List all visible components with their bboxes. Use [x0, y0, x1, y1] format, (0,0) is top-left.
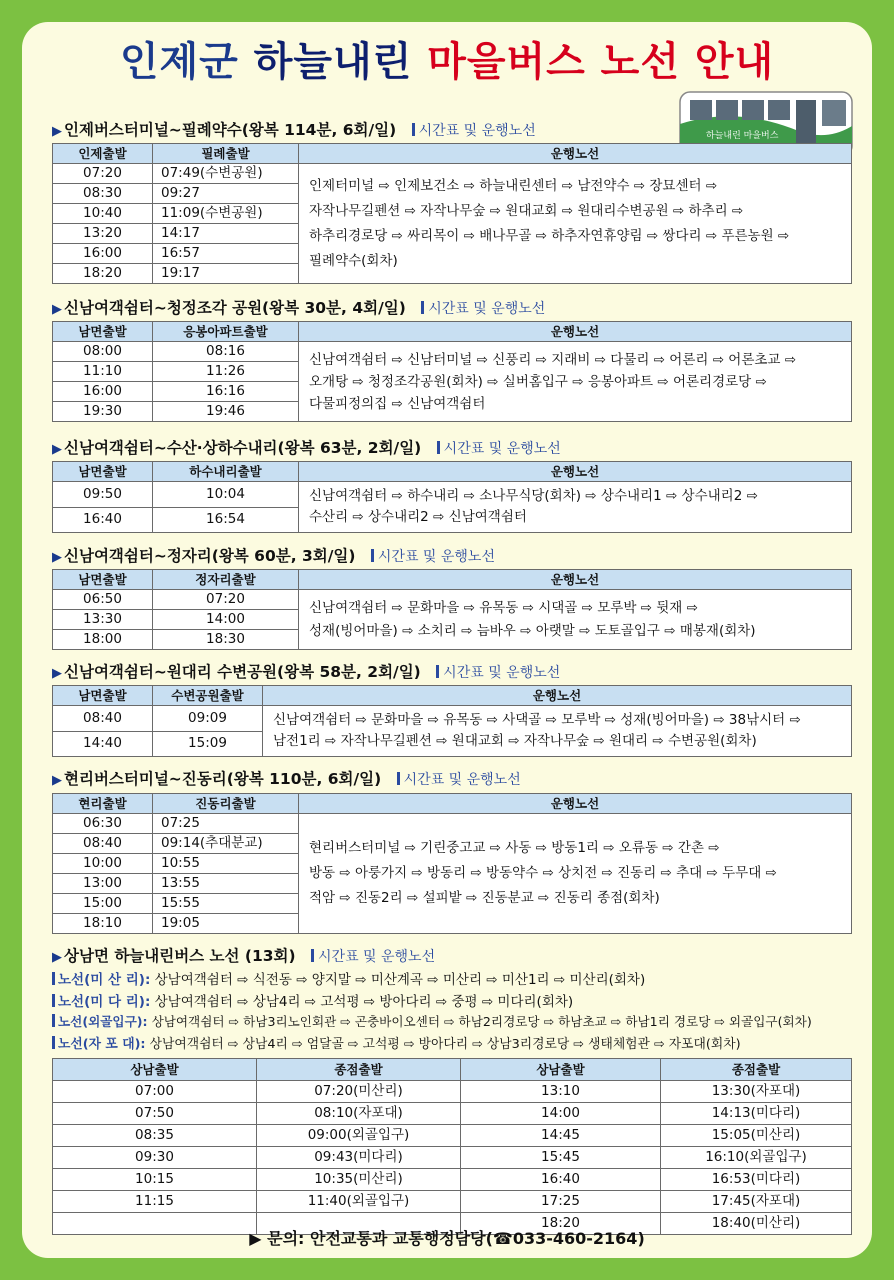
section-title: ▶ 인제버스터미널~필례약수(왕복 114분, 6회/일) 시간표 및 운행노선 — [52, 121, 536, 139]
route-line: 노선(미 산 리): 상남여객쉼터 ⇨ 식전동 ⇨ 양지말 ⇨ 미산계곡 ⇨ 미산리 ⇨ 미산1리 ⇨ 미산리(회차) — [52, 968, 645, 988]
section-title: ▶ 신남여객쉼터~청정조각 공원(왕복 30분, 4회/일) 시간표 및 운행노선 — [52, 299, 546, 317]
schedule-table: 남면출발 응봉아파트출발 운행노선 08:00 08:16 신남여객쉼터 ⇨ 신남터미널 ⇨ 신풍리 ⇨ 지래비 ⇨ 다물리 ⇨ 어론리 ⇨ 어론초교 ⇨ 오개탕 ⇨ 청정조각공원(회차) ⇨ 실버홈입구 ⇨ 응봉아파트 ⇨ 어론리경로당 ⇨ 다물피정의집 ⇨ 신남여객쉼터 11:10 11:26 16:00 16:16 19:30 19:46 — [52, 321, 852, 422]
title-part3: 마을버스 노선 안내 — [427, 39, 775, 85]
schedule-table: 현리출발 진동리출발 운행노선 06:30 07:25 현리버스터미널 ⇨ 기린중고교 ⇨ 사동 ⇨ 방동1리 ⇨ 오류동 ⇨ 간촌 ⇨ 방동 ⇨ 아룽가지 ⇨ 방동리 ⇨ 방동약수 ⇨ 상치전 ⇨ 진동리 ⇨ 추대 ⇨ 두무대 ⇨ 적암 ⇨ 진동2리 ⇨ 설피밭 ⇨ 진동분교 ⇨ 진동리 종점(회차) 08:40 09:14(추대분교) 10:00 10:55 13:00 13:55 15:00 15:55 18:10 19:05 — [52, 793, 852, 934]
title-part2: 하늘내린 — [253, 39, 413, 85]
schedule-table: 남면출발 하수내리출발 운행노선 09:50 10:04 신남여객쉼터 ⇨ 하수내리 ⇨ 소나무식당(회차) ⇨ 상수내리1 ⇨ 상수내리2 ⇨ 수산리 ⇨ 상수내리2 ⇨ 신남여객쉼터 16:40 16:54 — [52, 461, 852, 533]
section-title: ▶ 현리버스터미널~진동리(왕복 110분, 6회/일) 시간표 및 운행노선 — [52, 770, 521, 788]
sangnam-schedule-table: 상남출발 종점출발 상남출발 종점출발 07:00 07:20(미산리) 13:10 13:30(자포대) 07:50 08:10(자포대) 14:00 14:13(미다리) 08:35 09:00(외골입구) 14:45 15:05(미산리) 09:30 09:43(미다리) 15:45 16:10(외골입구) 10:15 10:35(미산리) 16:40 16:53(미다리) 11:15 11:40(외골입구) 17:25 17:45(자포대) 18:20 18:40(미산리) — [52, 1058, 852, 1235]
page-title — [0, 30, 894, 87]
route-text: 인제터미널 ⇨ 인제보건소 ⇨ 하늘내린센터 ⇨ 남전약수 ⇨ 장묘센터 ⇨ 자작나무길펜션 ⇨ 자작나무숲 ⇨ 원대교회 ⇨ 원대리수변공원 ⇨ 하추리 ⇨ 하추리경로당 ⇨ 싸리목이 ⇨ 배나무골 ⇨ 하추자연휴양림 ⇨ 쌍다리 ⇨ 푸른농원 ⇨ 필례약수(회차) — [299, 164, 852, 284]
section-title: ▶ 신남여객쉼터~정자리(왕복 60분, 3회/일) 시간표 및 운행노선 — [52, 547, 495, 565]
schedule-table: 남면출발 수변공원출발 운행노선 08:40 09:09 신남여객쉼터 ⇨ 문화마을 ⇨ 유목동 ⇨ 사댁골 ⇨ 모루박 ⇨ 성재(빙어마을) ⇨ 38낚시터 ⇨ 남전1리 ⇨ 자작나무길펜션 ⇨ 원대교회 ⇨ 자작나무숲 ⇨ 원대리 ⇨ 수변공원(회차) 14:40 15:09 — [52, 685, 852, 757]
title-part1: 인제군 — [119, 39, 239, 85]
route-line: 노선(외골입구): 상남여객쉼터 ⇨ 하남3리노인회관 ⇨ 곤충바이오센터 ⇨ 하남2리경로당 ⇨ 하남초교 ⇨ 하남1리 경로당 ⇨ 외골입구(회차) — [52, 1011, 812, 1030]
bus-logo-text: 하늘내린 마을버스 — [706, 131, 779, 141]
route-line: 노선(미 다 리): 상남여객쉼터 ⇨ 상남4리 ⇨ 고석평 ⇨ 방아다리 ⇨ 중평 ⇨ 미다리(회차) — [52, 990, 573, 1010]
section-title: ▶ 신남여객쉼터~수산·상하수내리(왕복 63분, 2회/일) 시간표 및 운행노선 — [52, 439, 561, 457]
contact-info: ▶ 문의: 안전교통과 교통행정담당(☎033-460-2164) — [249, 1229, 645, 1248]
section-title: ▶ 상남면 하늘내린버스 노선 (13회) 시간표 및 운행노선 — [52, 947, 436, 965]
route-line: 노선(자 포 대): 상남여객쉼터 ⇨ 상남4리 ⇨ 엄달골 ⇨ 고석평 ⇨ 방아다리 ⇨ 상남3리경로당 ⇨ 생태체험관 ⇨ 자포대(회차) — [52, 1033, 741, 1052]
schedule-table: 인제출발 필례출발 운행노선 07:20 07:49(수변공원) 인제터미널 ⇨ 인제보건소 ⇨ 하늘내린센터 ⇨ 남전약수 ⇨ 장묘센터 ⇨ 자작나무길펜션 ⇨ 자작나무숲 ⇨ 원대교회 ⇨ 원대리수변공원 ⇨ 하추리 ⇨ 하추리경로당 ⇨ 싸리목이 ⇨ 배나무골 ⇨ 하추자연휴양림 ⇨ 쌍다리 ⇨ 푸른농원 ⇨ 필례약수(회차) 08:30 09:27 10:40 11:09(수변공원) 13:20 14:17 16:00 16:57 18:20 19:17 — [52, 143, 852, 284]
section-title: ▶ 신남여객쉼터~원대리 수변공원(왕복 58분, 2회/일) 시간표 및 운행노선 — [52, 663, 561, 681]
schedule-table: 남면출발 정자리출발 운행노선 06:50 07:20 신남여객쉼터 ⇨ 문화마을 ⇨ 유목동 ⇨ 시댁골 ⇨ 모루박 ⇨ 뒷재 ⇨ 성재(빙어마을) ⇨ 소치리 ⇨ 늠바우 ⇨ 아랫말 ⇨ 도토골입구 ⇨ 매봉재(회차) 13:30 14:00 18:00 18:30 — [52, 569, 852, 650]
